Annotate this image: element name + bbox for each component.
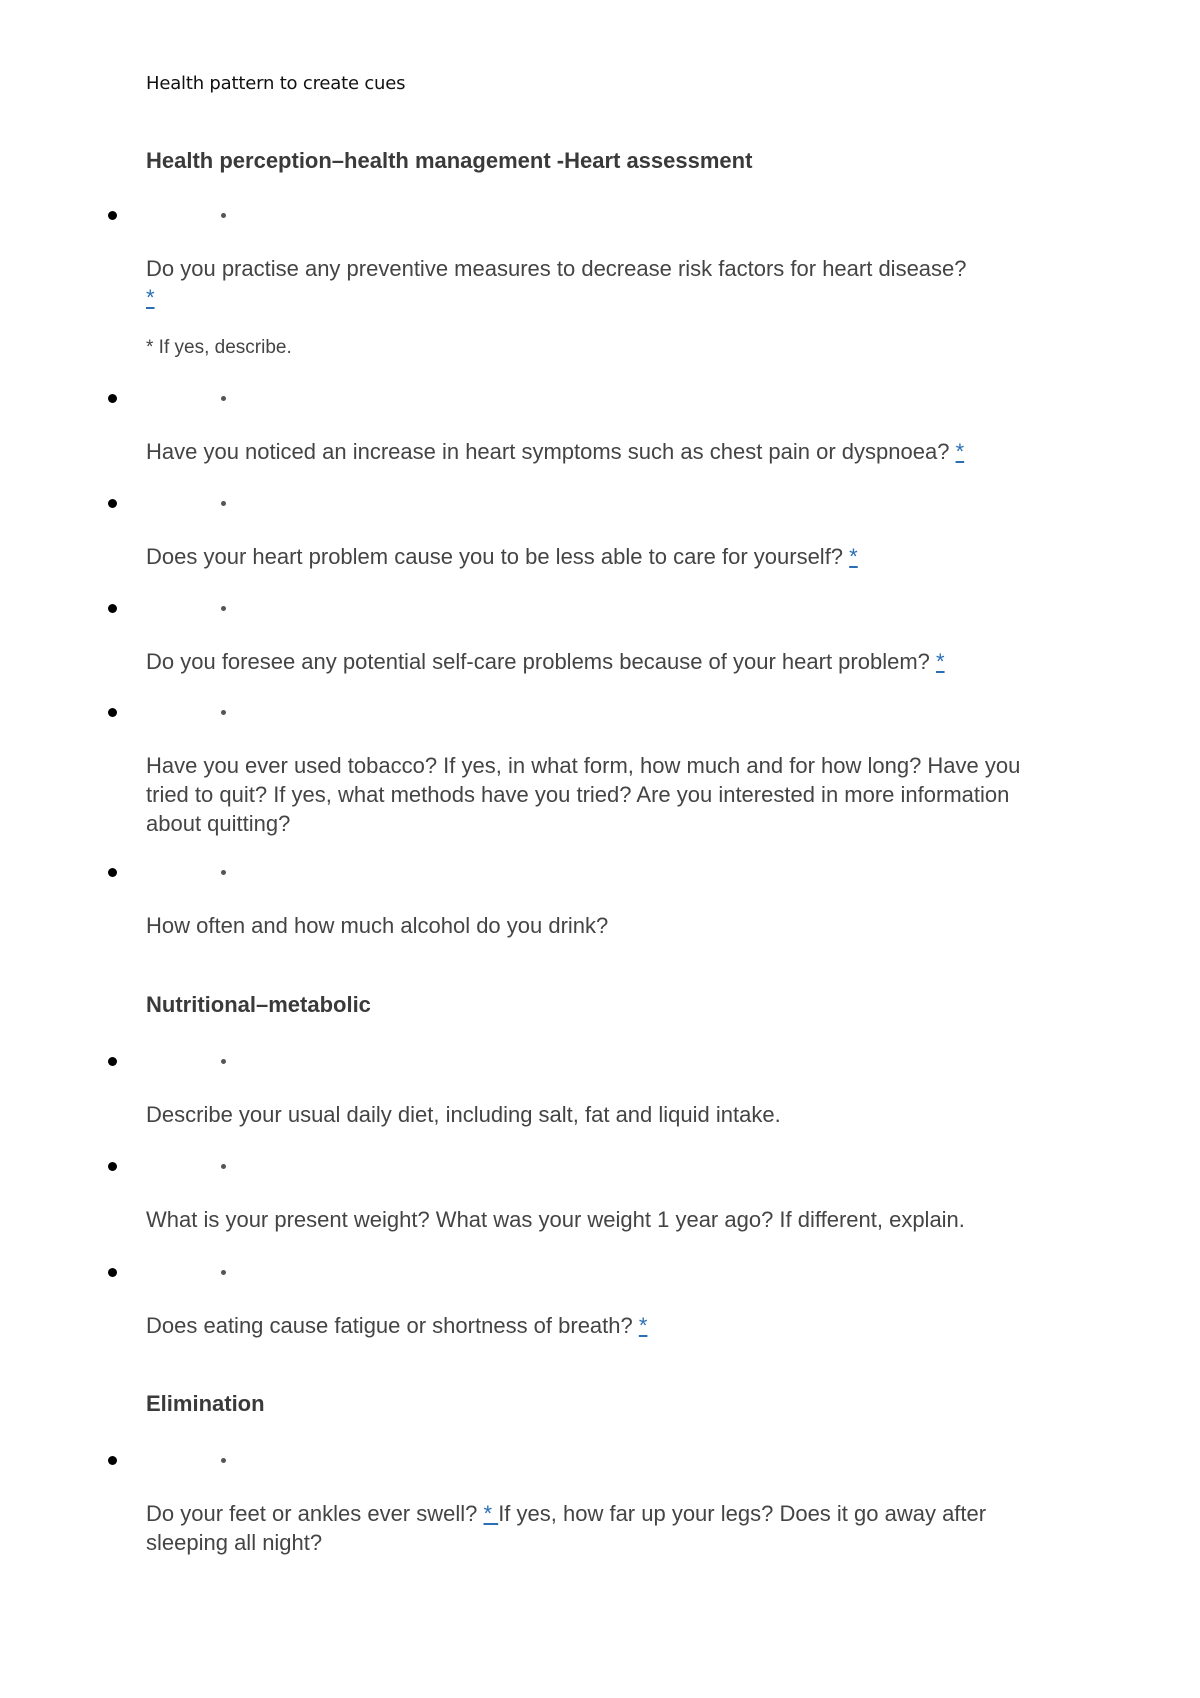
list-sub-bullet: [221, 606, 226, 611]
list-bullet: [108, 394, 117, 403]
document-title: Health pattern to create cues: [146, 73, 406, 94]
list-item: [146, 437, 1066, 466]
question-text: Have you noticed an increase in heart symptoms such as chest pain or dyspnoea?: [146, 439, 950, 464]
question-text: Have you ever used tobacco? If yes, in what form, how much and for how long? Have you tried to quit? If yes, what methods have you tried? Are you interested in more information about quitting?: [146, 753, 1021, 836]
question-text: Do you practise any preventive measures to decrease risk factors for heart disease?: [146, 256, 967, 281]
footnote-link[interactable]: *: [483, 1501, 499, 1526]
list-sub-bullet: [221, 396, 226, 401]
footnote-note: * If yes, describe.: [146, 337, 292, 358]
question-text: How often and how much alcohol do you drink?: [146, 913, 609, 938]
question-text: Does your heart problem cause you to be less able to care for yourself?: [146, 544, 844, 569]
list-item: [146, 751, 1026, 838]
list-item: [146, 1499, 1046, 1557]
question-text: Describe your usual daily diet, including salt, fat and liquid intake.: [146, 1102, 781, 1127]
list-sub-bullet: [221, 1458, 226, 1463]
list-item: [146, 647, 1066, 676]
list-bullet: [108, 868, 117, 877]
list-sub-bullet: [221, 213, 226, 218]
list-bullet: [108, 1162, 117, 1171]
list-bullet: [108, 1057, 117, 1066]
section-heading-elimination: Elimination: [146, 1391, 265, 1416]
section-heading-nutritional-metabolic: Nutritional–metabolic: [146, 992, 371, 1017]
question-text: Does eating cause fatigue or shortness of breath?: [146, 1313, 633, 1338]
list-item: [146, 1205, 1066, 1234]
list-bullet: [108, 604, 117, 613]
list-bullet: [108, 499, 117, 508]
list-sub-bullet: [221, 870, 226, 875]
list-bullet: [108, 708, 117, 717]
list-sub-bullet: [221, 710, 226, 715]
list-bullet: [108, 1268, 117, 1277]
list-item: [146, 1100, 1066, 1129]
footnote-link[interactable]: *: [955, 439, 965, 464]
section-heading-health-perception: Health perception–health management -Heart assessment: [146, 148, 753, 173]
question-text: What is your present weight? What was your weight 1 year ago? If different, explain.: [146, 1207, 965, 1232]
list-item: [146, 542, 1066, 571]
list-bullet: [108, 211, 117, 220]
question-text: Do your feet or ankles ever swell?: [146, 1501, 478, 1526]
question-text-continued: If yes, how far up your legs? Does it go away after sleeping all night?: [146, 1501, 987, 1555]
footnote-link[interactable]: *: [638, 1313, 648, 1338]
list-item: [146, 254, 976, 312]
list-sub-bullet: [221, 1270, 226, 1275]
list-sub-bullet: [221, 1164, 226, 1169]
list-item: [146, 1311, 1066, 1340]
list-sub-bullet: [221, 501, 226, 506]
list-item: [146, 911, 1066, 940]
footnote-link[interactable]: *: [146, 285, 155, 310]
footnote-link[interactable]: *: [849, 544, 858, 569]
question-text: Do you foresee any potential self-care problems because of your heart problem?: [146, 649, 930, 674]
list-bullet: [108, 1456, 117, 1465]
list-sub-bullet: [221, 1059, 226, 1064]
footnote-link[interactable]: *: [936, 649, 945, 674]
